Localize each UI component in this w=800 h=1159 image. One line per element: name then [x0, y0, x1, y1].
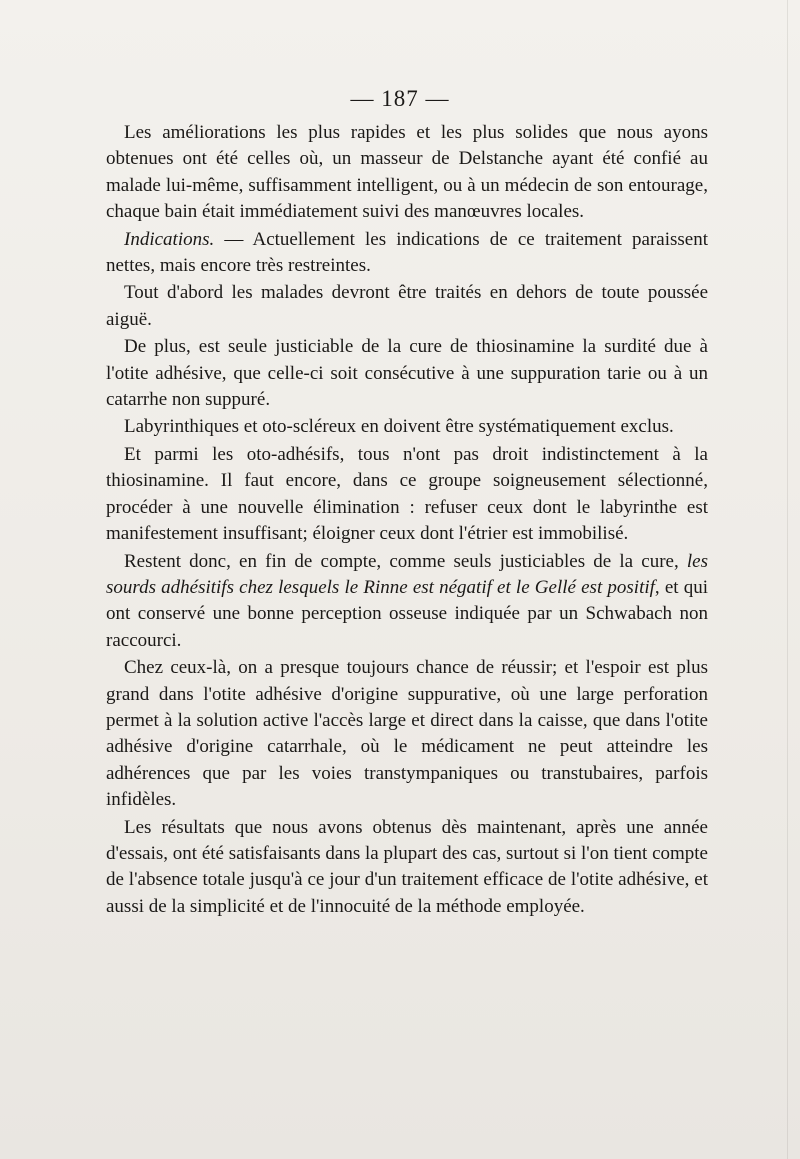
paragraph: Labyrinthiques et oto-scléreux en doivent être systématiquement exclus. — [124, 416, 674, 438]
paragraph: Les résultats que nous avons obtenus dès maintenant, après une année d'essais, ont été satisfaisants dans la plupart des cas, surtout si l'on tient compte de l'absence totale jusqu'à ce jour d'un traitement efficace de l'otite adhésive, et aussi de la simplicité et de l'innocuité de la méthode employée. — [106, 816, 708, 917]
italic-emphasis: les sourds adhésitifs chez lesquels le Rinne est négatif et le Gellé est positif — [106, 550, 708, 598]
paragraph: De plus, est seule justiciable de la cure de thiosinamine la surdité due à l'otite adhésive, que celle-ci soit consécutive à une suppuration tarie ou à un catarrhe non suppuré. — [106, 336, 708, 411]
paragraph-conclusion — [106, 549, 708, 655]
paragraph: Tout d'abord les malades devront être traités en dehors de toute poussée aiguë. — [106, 282, 708, 330]
paragraph-text: Restent donc, en fin de compte, comme seuls justiciables de la cure, — [124, 550, 687, 572]
paragraph: Les améliorations les plus rapides et les plus solides que nous ayons obtenues ont été celles où, un masseur de Delstanche ayant été confié au malade lui-même, suffisamment intelligent, ou à un médecin de son entourage, chaque bain était immédiatement suivi des manœuvres locales. — [106, 122, 708, 223]
paragraph-indications — [106, 227, 708, 280]
paragraph-text: — Actuellement les indications de ce traitement paraissent nettes, mais encore très restreintes. — [106, 228, 708, 277]
body-text — [106, 120, 708, 920]
paragraph: Chez ceux-là, on a presque toujours chance de réussir; et l'espoir est plus grand dans l'otite adhésive d'origine suppurative, où une large perforation permet à la solution active l'accès large et direct dans la caisse, que dans l'otite adhésive d'origine catarrhale, où le médicament ne peut atteindre les adhérences que par les voies transtympaniques ou transtubaires, parfois infidèles. — [106, 657, 708, 811]
section-heading-italic: Indications. — [124, 228, 215, 250]
page-edge-line — [787, 0, 788, 1159]
page-number: — 187 — — [350, 86, 450, 111]
paragraph: Et parmi les oto-adhésifs, tous n'ont pas droit indistinctement à la thiosinamine. Il faut encore, dans ce groupe soigneusement sélectionné, procéder à une nouvelle élimination : refuser ceux dont le labyrinthe est manifestement insuffisant; éloigner ceux dont l'étrier est immobilisé. — [106, 443, 708, 545]
paragraph-text: , et qui ont conservé une bonne perception osseuse indiquée par un Schwabach non raccourci. — [106, 576, 709, 651]
